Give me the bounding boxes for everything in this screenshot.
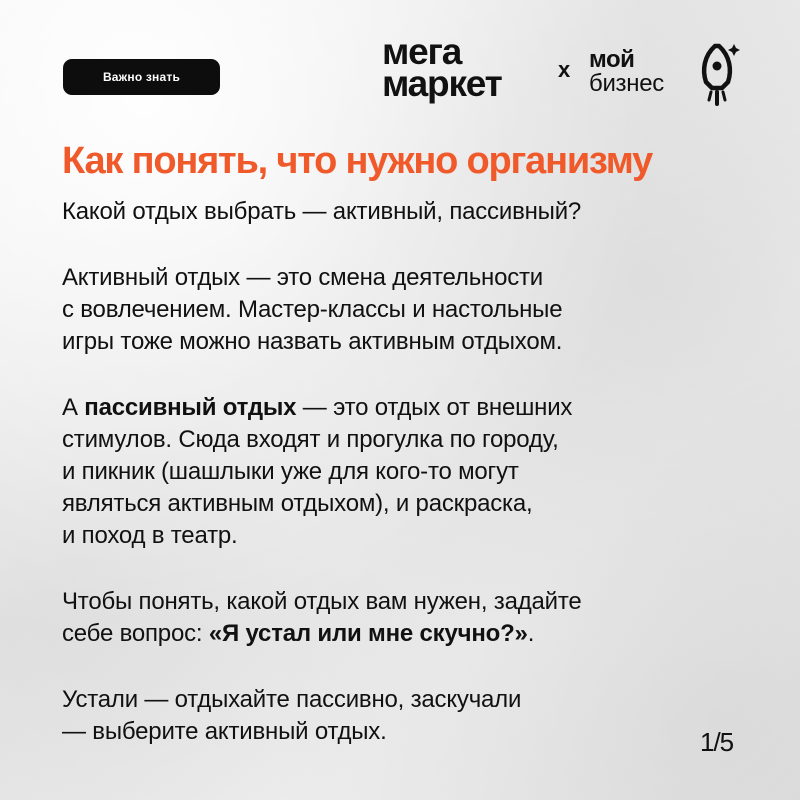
moy-biznes-logo-line1: мой [589,46,635,73]
rocket-icon [692,42,742,106]
paragraph-4-line [62,618,752,650]
paragraph-3-line: являться активным отдыхом), и раскраска, [62,490,533,517]
paragraph-4-end: . [527,620,535,647]
important-badge: Важно знать [63,59,220,95]
paragraph-1-line: Какой отдых выбрать — активный, пассивный? [62,198,582,225]
paragraph-2-line: с вовлечением. Мастер-классы и настольные [62,296,563,323]
paragraph-2-line: Активный отдых — это смена деятельности [62,264,544,291]
megamarket-logo-line1: мега [382,31,462,72]
paragraph-4-line: Чтобы понять, какой отдых вам нужен, задайте [62,588,582,615]
paragraph-3-line: стимулов. Сюда входят и прогулка по городу, [62,426,559,453]
logo-separator: x [558,57,571,82]
megamarket-logo-line2: маркет [382,63,502,104]
paragraph-5-line: Устали — отдыхайте пассивно, заскучали [62,686,522,713]
article-body [62,196,752,748]
megamarket-logo [382,31,502,104]
paragraph-3-line [62,392,752,424]
page-indicator: 1/5 [700,727,734,757]
moy-biznes-logo [589,48,664,96]
paragraph-3-line: и поход в театр. [62,522,238,549]
paragraph-3-line: и пикник (шашлыки уже для кого-то могут [62,458,519,485]
paragraph-3-start: А [62,394,85,421]
passive-rest-highlight: пассивный отдых [84,394,297,421]
paragraph-5-line: — выберите активный отдых. [62,718,387,745]
moy-biznes-logo-line2: бизнес [589,70,664,97]
paragraph-4-start: себе вопрос: [62,620,209,647]
page-title: Как понять, что нужно организму [62,140,653,182]
question-highlight: «Я устал или мне скучно?» [208,620,528,647]
paragraph-3-end: — это отдых от внешних [296,394,573,421]
paragraph-2-line: игры тоже можно назвать активным отдыхом. [62,328,563,355]
